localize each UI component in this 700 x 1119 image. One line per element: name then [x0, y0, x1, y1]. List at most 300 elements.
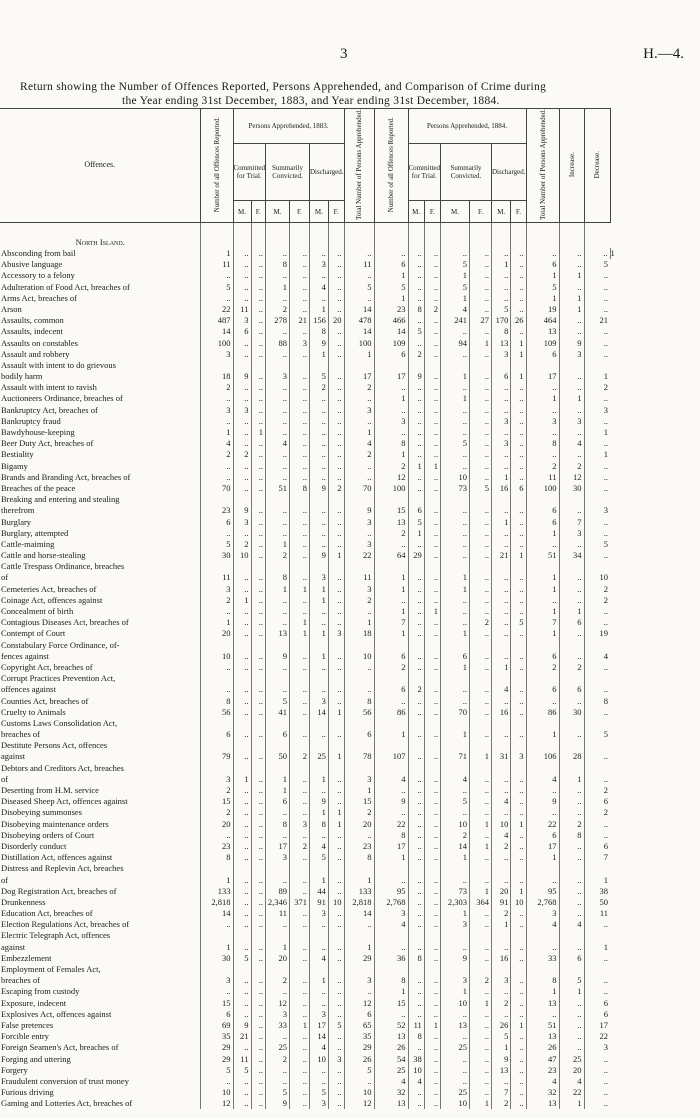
table-cell: 56: [200, 707, 233, 718]
table-cell: ..: [424, 483, 440, 494]
table-cell: ..: [374, 874, 408, 885]
table-cell: [526, 740, 559, 751]
table-cell: 478: [344, 315, 374, 326]
table-cell: ..: [266, 617, 290, 628]
table-cell: ..: [290, 1076, 310, 1087]
table-row: [0, 572, 617, 583]
table-cell: 2: [200, 807, 233, 818]
table-cell: 6: [233, 326, 251, 337]
table-cell: ..: [470, 986, 492, 997]
table-row: [0, 662, 617, 673]
table-cell: 6: [559, 617, 584, 628]
table-row: [0, 818, 617, 829]
table-cell: 2: [559, 818, 584, 829]
table-cell: [492, 930, 511, 941]
table-cell: ..: [559, 942, 584, 953]
table-cell: ..: [511, 1053, 526, 1064]
table-cell: [344, 673, 374, 684]
table-cell: ..: [290, 572, 310, 583]
table-cell: ..: [511, 539, 526, 550]
table-cell: ..: [328, 516, 344, 527]
table-cell: 5: [441, 438, 470, 449]
table-cell: 14: [344, 326, 374, 337]
table-cell: 1: [374, 606, 408, 617]
table-cell: ..: [492, 584, 511, 595]
table-row: [0, 326, 617, 337]
table-cell: ..: [233, 684, 251, 695]
table-cell: ..: [251, 550, 265, 561]
table-cell: ..: [266, 807, 290, 818]
table-cell: 7: [374, 617, 408, 628]
table-cell: [584, 360, 610, 371]
table-cell: 13: [374, 1031, 408, 1042]
offences-table: [0, 108, 617, 1109]
offence-name: Absconding from bail: [1, 248, 76, 258]
table-cell: 1: [559, 774, 584, 785]
table-row: [0, 561, 617, 572]
table-row: [0, 751, 617, 762]
table-cell: ..: [344, 662, 374, 673]
return-title: [20, 80, 685, 108]
table-cell: ..: [511, 707, 526, 718]
table-cell: ..: [290, 304, 310, 315]
offence-name: offences against: [1, 684, 56, 695]
table-cell: ..: [233, 606, 251, 617]
table-cell: ..: [200, 1076, 233, 1087]
table-cell: ..: [290, 953, 310, 964]
table-cell: 1: [374, 628, 408, 639]
table-cell: 1: [526, 584, 559, 595]
table-cell: [559, 561, 584, 572]
table-cell: 1: [559, 304, 584, 315]
table-cell: 1: [526, 572, 559, 583]
table-cell: ..: [266, 830, 290, 841]
table-cell: 2,818: [200, 897, 233, 908]
table-cell: [200, 740, 233, 751]
table-cell: ..: [251, 852, 265, 863]
table-cell: [526, 964, 559, 975]
table-cell: ..: [328, 606, 344, 617]
table-cell: ..: [290, 539, 310, 550]
table-cell: ..: [328, 393, 344, 404]
table-cell: ..: [408, 986, 424, 997]
table-cell: 3: [344, 584, 374, 595]
table-cell: ..: [424, 617, 440, 628]
table-cell: [511, 494, 526, 505]
table-row: [0, 293, 617, 304]
table-cell: ..: [511, 1031, 526, 1042]
table-cell: ..: [344, 248, 374, 259]
table-cell: ..: [310, 684, 329, 695]
table-cell: ..: [424, 830, 440, 841]
table-cell: ..: [233, 1087, 251, 1098]
table-cell: ..: [233, 908, 251, 919]
table-cell: ..: [424, 886, 440, 897]
table-cell: [408, 360, 424, 371]
table-cell: 100: [526, 483, 559, 494]
table-cell: ..: [559, 628, 584, 639]
table-cell: ..: [310, 606, 329, 617]
table-cell: 133: [344, 886, 374, 897]
table-cell: 30: [559, 483, 584, 494]
table-cell: 7: [584, 852, 610, 863]
table-cell: ..: [559, 841, 584, 852]
table-cell: ..: [310, 729, 329, 740]
table-cell: [290, 863, 310, 874]
table-cell: 1: [511, 550, 526, 561]
table-cell: 2: [584, 595, 610, 606]
table-cell: 2: [266, 1053, 290, 1064]
table-cell: ..: [511, 1042, 526, 1053]
table-body: [0, 222, 617, 1109]
table-cell: 8: [200, 852, 233, 863]
table-cell: ..: [424, 874, 440, 885]
table-cell: ..: [408, 695, 424, 706]
table-row: [0, 584, 617, 595]
table-row: [0, 360, 617, 371]
table-cell: [251, 494, 265, 505]
table-cell: ..: [233, 1098, 251, 1109]
table-cell: 6: [200, 1009, 233, 1020]
table-cell: ..: [290, 472, 310, 483]
table-cell: 18: [200, 371, 233, 382]
table-cell: [344, 494, 374, 505]
table-cell: ..: [328, 1065, 344, 1076]
table-cell: ..: [200, 830, 233, 841]
table-cell: 8: [408, 953, 424, 964]
table-cell: ..: [233, 975, 251, 986]
table-cell: ..: [310, 460, 329, 471]
table-cell: 12: [344, 1098, 374, 1109]
table-cell: ..: [511, 438, 526, 449]
table-cell: 2: [310, 382, 329, 393]
table-cell: 23: [200, 505, 233, 516]
offence-name: Disobeying summonses: [1, 807, 82, 818]
table-row: [0, 550, 617, 561]
table-cell: 86: [526, 707, 559, 718]
table-cell: 1: [492, 472, 511, 483]
table-cell: ..: [310, 438, 329, 449]
table-cell: ..: [328, 997, 344, 1008]
offence-name: Concealment of birth: [1, 606, 74, 616]
table-cell: [310, 561, 329, 572]
table-cell: [310, 718, 329, 729]
offence-name: Election Regulations Act, breaches of: [1, 919, 130, 930]
table-row: [0, 1020, 617, 1031]
table-cell: 11: [233, 1053, 251, 1064]
table-cell: 2: [492, 1098, 511, 1109]
table-cell: 10: [344, 1087, 374, 1098]
offence-name: Forgery: [1, 1064, 28, 1075]
table-cell: ..: [290, 684, 310, 695]
table-cell: ..: [470, 539, 492, 550]
table-cell: 15: [344, 796, 374, 807]
table-cell: ..: [424, 427, 440, 438]
table-cell: ..: [374, 405, 408, 416]
table-cell: ..: [511, 684, 526, 695]
table-cell: 2,346: [266, 897, 290, 908]
table-cell: 50: [584, 897, 610, 908]
table-cell: [266, 964, 290, 975]
table-cell: ..: [511, 293, 526, 304]
table-cell: 1: [200, 617, 233, 628]
table-cell: ..: [233, 628, 251, 639]
table-cell: ..: [470, 393, 492, 404]
table-row: [0, 718, 617, 729]
table-cell: [470, 561, 492, 572]
table-cell: 11: [200, 259, 233, 270]
table-cell: ..: [424, 1042, 440, 1053]
table-cell: ..: [374, 695, 408, 706]
table-cell: 5: [310, 852, 329, 863]
table-cell: [584, 718, 610, 729]
table-cell: 1: [470, 886, 492, 897]
table-cell: [511, 930, 526, 941]
table-cell: [559, 740, 584, 751]
table-cell: 8: [584, 695, 610, 706]
summarily-1884-header: Summarily Convicted.: [441, 144, 492, 201]
table-cell: ..: [310, 516, 329, 527]
table-cell: 13: [441, 1020, 470, 1031]
table-cell: ..: [233, 986, 251, 997]
table-cell: 4: [200, 438, 233, 449]
table-cell: 36: [374, 953, 408, 964]
table-cell: ..: [424, 405, 440, 416]
total-1884-header: Total Number of Persons Apprehended.: [538, 109, 547, 220]
table-cell: 29: [408, 550, 424, 561]
offence-name: Contagious Diseases Act, breaches of: [1, 617, 129, 628]
table-cell: ..: [233, 695, 251, 706]
table-cell: [200, 360, 233, 371]
table-cell: ..: [251, 1020, 265, 1031]
table-cell: ..: [424, 393, 440, 404]
table-cell: [266, 639, 290, 650]
offence-name: of: [1, 773, 9, 784]
table-cell: 2,303: [441, 897, 470, 908]
table-cell: ..: [584, 953, 610, 964]
table-cell: ..: [511, 595, 526, 606]
table-cell: ..: [290, 886, 310, 897]
table-cell: [526, 561, 559, 572]
table-cell: 3: [344, 975, 374, 986]
f-header: F.: [251, 201, 265, 223]
table-cell: ..: [328, 774, 344, 785]
table-cell: 371: [290, 897, 310, 908]
table-cell: ..: [200, 293, 233, 304]
table-cell: ..: [251, 1076, 265, 1087]
table-cell: 20: [492, 886, 511, 897]
table-cell: 9: [441, 953, 470, 964]
table-cell: ..: [511, 1098, 526, 1109]
table-cell: 10: [310, 1053, 329, 1064]
table-cell: ..: [233, 281, 251, 292]
table-cell: ..: [511, 248, 526, 259]
table-cell: ..: [344, 986, 374, 997]
table-cell: 1: [441, 393, 470, 404]
offence-name: of: [1, 572, 9, 583]
offence-name: Contempt of Court: [1, 628, 66, 639]
table-cell: ..: [424, 695, 440, 706]
table-cell: [251, 930, 265, 941]
table-cell: 19: [526, 304, 559, 315]
table-cell: [266, 360, 290, 371]
table-cell: ..: [310, 427, 329, 438]
table-cell: 5: [492, 1031, 511, 1042]
table-cell: ..: [233, 349, 251, 360]
table-cell: 2: [584, 785, 610, 796]
table-cell: 35: [344, 1031, 374, 1042]
table-cell: 4: [266, 438, 290, 449]
table-cell: 1: [374, 293, 408, 304]
table-cell: ..: [584, 707, 610, 718]
table-cell: ..: [584, 304, 610, 315]
table-cell: ..: [290, 852, 310, 863]
table-row: [0, 371, 617, 382]
table-cell: ..: [408, 997, 424, 1008]
table-cell: [310, 360, 329, 371]
table-cell: 466: [374, 315, 408, 326]
table-cell: ..: [470, 326, 492, 337]
table-cell: ..: [290, 259, 310, 270]
table-cell: [374, 763, 408, 774]
table-cell: 20: [328, 315, 344, 326]
table-cell: 15: [200, 796, 233, 807]
table-cell: 3: [492, 975, 511, 986]
table-cell: 1: [266, 774, 290, 785]
section-heading: North Island.: [75, 236, 125, 247]
table-cell: ..: [290, 695, 310, 706]
table-cell: ..: [344, 1076, 374, 1087]
table-cell: ..: [328, 472, 344, 483]
table-cell: ..: [492, 595, 511, 606]
table-cell: 35: [200, 1031, 233, 1042]
offence-name: Employment of Females Act,: [1, 964, 101, 974]
table-cell: ..: [251, 986, 265, 997]
table-cell: 1: [310, 628, 329, 639]
table-cell: 3: [200, 975, 233, 986]
table-cell: 9: [344, 505, 374, 516]
offence-name: Coinage Act, offences against: [1, 594, 103, 605]
table-cell: [200, 964, 233, 975]
table-cell: ..: [511, 1087, 526, 1098]
table-cell: 8: [344, 695, 374, 706]
table-cell: [584, 763, 610, 774]
table-cell: ..: [424, 1087, 440, 1098]
table-cell: ..: [251, 942, 265, 953]
table-cell: ..: [266, 1031, 290, 1042]
offence-name: fences against: [1, 650, 49, 661]
table-cell: 4: [492, 684, 511, 695]
table-cell: ..: [290, 349, 310, 360]
table-cell: ..: [511, 572, 526, 583]
table-cell: 1: [526, 393, 559, 404]
table-cell: ..: [328, 595, 344, 606]
table-cell: [266, 718, 290, 729]
table-cell: 2: [233, 449, 251, 460]
table-cell: [344, 863, 374, 874]
table-cell: 1: [559, 393, 584, 404]
table-cell: 1: [470, 751, 492, 762]
table-cell: ..: [290, 516, 310, 527]
table-cell: 2,768: [526, 897, 559, 908]
table-row: [0, 393, 617, 404]
table-cell: ..: [233, 1009, 251, 1020]
table-cell: 1: [328, 550, 344, 561]
table-cell: 20: [559, 1065, 584, 1076]
table-cell: [233, 863, 251, 874]
table-cell: 3: [584, 405, 610, 416]
table-cell: 23: [526, 1065, 559, 1076]
table-cell: ..: [424, 751, 440, 762]
table-cell: [251, 561, 265, 572]
table-cell: 64: [374, 550, 408, 561]
table-cell: 6: [511, 483, 526, 494]
table-row: [0, 1053, 617, 1064]
table-cell: [470, 740, 492, 751]
offence-name: Corrupt Practices Prevention Act,: [1, 673, 116, 684]
table-cell: 8: [408, 304, 424, 315]
table-cell: 8: [290, 483, 310, 494]
table-cell: ..: [526, 595, 559, 606]
table-cell: 107: [374, 751, 408, 762]
table-cell: ..: [290, 919, 310, 930]
table-cell: ..: [344, 684, 374, 695]
discharged-1884-header: Discharged.: [492, 144, 527, 201]
table-cell: [408, 718, 424, 729]
table-cell: [492, 639, 511, 650]
table-cell: ..: [424, 628, 440, 639]
table-cell: [511, 763, 526, 774]
table-cell: 17: [310, 1020, 329, 1031]
m-header: M.: [310, 201, 329, 223]
table-cell: [408, 639, 424, 650]
table-cell: 2: [492, 841, 511, 852]
table-cell: 1: [344, 617, 374, 628]
table-cell: 31: [492, 751, 511, 762]
table-cell: [441, 561, 470, 572]
offence-name: Deserting from H.M. service: [1, 785, 99, 795]
table-cell: 30: [200, 953, 233, 964]
table-cell: ..: [511, 584, 526, 595]
table-cell: ..: [559, 427, 584, 438]
table-cell: 3: [584, 505, 610, 516]
table-cell: ..: [526, 449, 559, 460]
table-cell: ..: [470, 807, 492, 818]
table-cell: 78: [344, 751, 374, 762]
offence-name: Abusive language: [1, 259, 63, 270]
table-cell: 3: [344, 516, 374, 527]
table-cell: ..: [408, 606, 424, 617]
table-row: [0, 796, 617, 807]
table-cell: 21: [584, 315, 610, 326]
table-cell: [200, 561, 233, 572]
table-cell: 1: [470, 997, 492, 1008]
table-cell: ..: [424, 942, 440, 953]
table-cell: [374, 930, 408, 941]
table-cell: ..: [584, 472, 610, 483]
table-cell: 1: [511, 1020, 526, 1031]
table-cell: 3: [290, 818, 310, 829]
table-cell: 1: [374, 270, 408, 281]
table-cell: 1: [470, 841, 492, 852]
table-cell: 5: [408, 326, 424, 337]
table-cell: 1: [424, 606, 440, 617]
table-cell: ..: [233, 997, 251, 1008]
table-cell: [441, 639, 470, 650]
offence-name: Embezzlement: [1, 952, 52, 963]
table-cell: ..: [584, 830, 610, 841]
table-cell: 4: [526, 919, 559, 930]
